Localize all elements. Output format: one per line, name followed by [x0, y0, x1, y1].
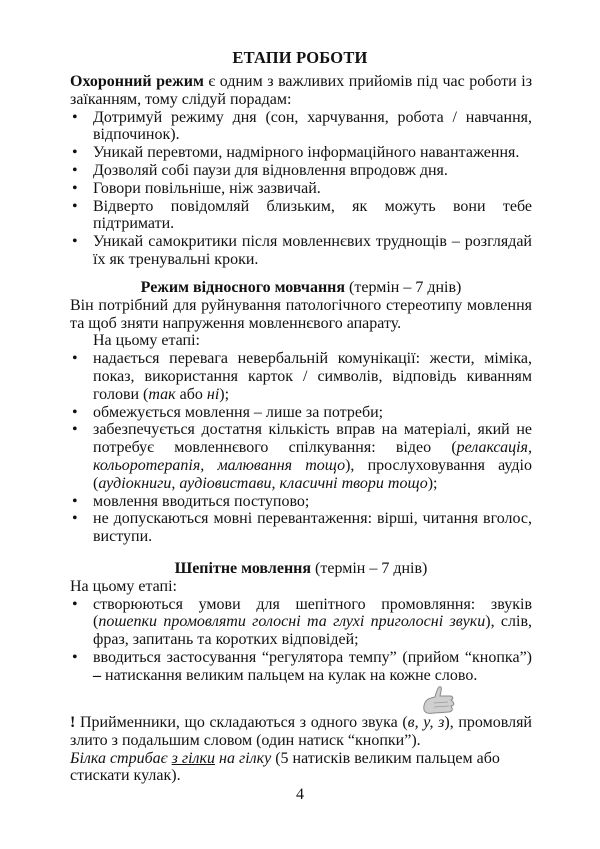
list-item: • Говори повільніше, ніж зазвичай. — [72, 179, 321, 197]
list-item: • Дотримуй режиму дня (сон, харчування, робота / навчання, відпочинок). — [72, 108, 532, 144]
section2-list — [70, 350, 532, 546]
bullet-icon: • — [72, 403, 78, 421]
list-item: • Уникай перевтоми, надмірного інформаційного навантаження. — [72, 144, 520, 162]
list-item: • забезпечується достатня кількість вправ на матеріалі, який не потребує мовленнєвого спілкування: відео (релаксація, кольоротерапія, малювання тощо), прослуховування аудіо (аудіокниги, аудіовистави, класичні твори тощо); — [72, 421, 532, 492]
bullet-icon: • — [72, 144, 78, 162]
page-number: 4 — [296, 786, 304, 803]
bullet-icon: • — [72, 233, 78, 251]
list-item: • обмежується мовлення – лише за потреби; — [72, 403, 384, 421]
bullet-icon: • — [72, 421, 78, 439]
bullet-icon: • — [72, 197, 78, 215]
section2-heading: Режим відносного мовчання — [140, 279, 346, 296]
section-whisper-speech — [70, 560, 532, 685]
section2-heading-line — [70, 279, 532, 297]
list-item: • надається перевага невербальній комунікації: жести, міміка, показ, використання карток / символів, відповідь киванням голови (так або ні); — [72, 350, 532, 403]
list-item: • створюються умови для шепітного промовляння: звуків (пошепки промовляти голосні та глухі приголосні звуки), слів, фраз, запитань та коротких відповідей; — [72, 595, 532, 649]
section2-lead: На цьому етапі: — [93, 332, 200, 350]
note-text: ! Прийменники, що складаються з одного звука (в, у, з), промовляй злито з подальшим словом (один натиск “кнопки”). — [70, 714, 532, 749]
section-protective-mode — [70, 73, 532, 269]
bullet-icon: • — [72, 492, 78, 510]
bullet-icon: • — [72, 350, 78, 368]
section3-heading: Шепітне мовлення — [174, 560, 312, 577]
section3-list — [70, 596, 532, 685]
page-title: ЕТАПИ РОБОТИ — [232, 48, 368, 67]
bullet-icon: • — [72, 179, 78, 197]
bullet-icon: • — [72, 108, 78, 126]
note-example: Білка стрибає з гілки на гілку (5 натисків великим пальцем або стискати кулак). — [70, 749, 500, 785]
section3-lead: На цьому етапі: — [70, 577, 177, 595]
list-item: • мовлення вводиться поступово; — [72, 492, 310, 510]
bullet-icon: • — [72, 510, 78, 528]
section3-term: (термін – 7 днів) — [311, 560, 428, 577]
bullet-icon: • — [72, 161, 78, 179]
section1-list — [70, 109, 532, 269]
section2-intro: Він потрібний для руйнування патологічного стереотипу мовлення та щоб зняти напруження мовленнєвого апарату. — [70, 296, 532, 332]
section3-heading-line — [70, 560, 532, 578]
list-item: • Дозволяй собі паузи для відновлення впродовж дня. — [72, 161, 448, 179]
preposition-note — [70, 714, 532, 785]
list-item: • Уникай самокритики після мовленнєвих труднощів – розглядай їх як тренувальні кроки. — [72, 233, 532, 268]
thumb-press-icon — [420, 684, 458, 716]
section2-term: (термін – 7 днів) — [345, 279, 462, 296]
section1-intro: Охоронний режим є одним з важливих прийомів під час роботи із заїканням, тому слідуй порадам: — [70, 73, 533, 108]
list-item: • вводиться застосування “регулятора темпу” (прийом “кнопка”) – натискання великим пальцем на кулак на кожне слово. — [72, 648, 532, 684]
bullet-icon: • — [72, 648, 78, 666]
exclamation-icon: ! — [70, 714, 76, 731]
list-item: • не допускаються мовні перевантаження: вірші, читання вголос, виступи. — [72, 510, 532, 546]
section-relative-silence — [70, 279, 532, 546]
section1-heading: Охоронний режим — [70, 73, 204, 90]
list-item: • Відверто повідомляй близьким, як можуть вони тебе підтримати. — [72, 197, 532, 233]
bullet-icon: • — [72, 595, 78, 613]
